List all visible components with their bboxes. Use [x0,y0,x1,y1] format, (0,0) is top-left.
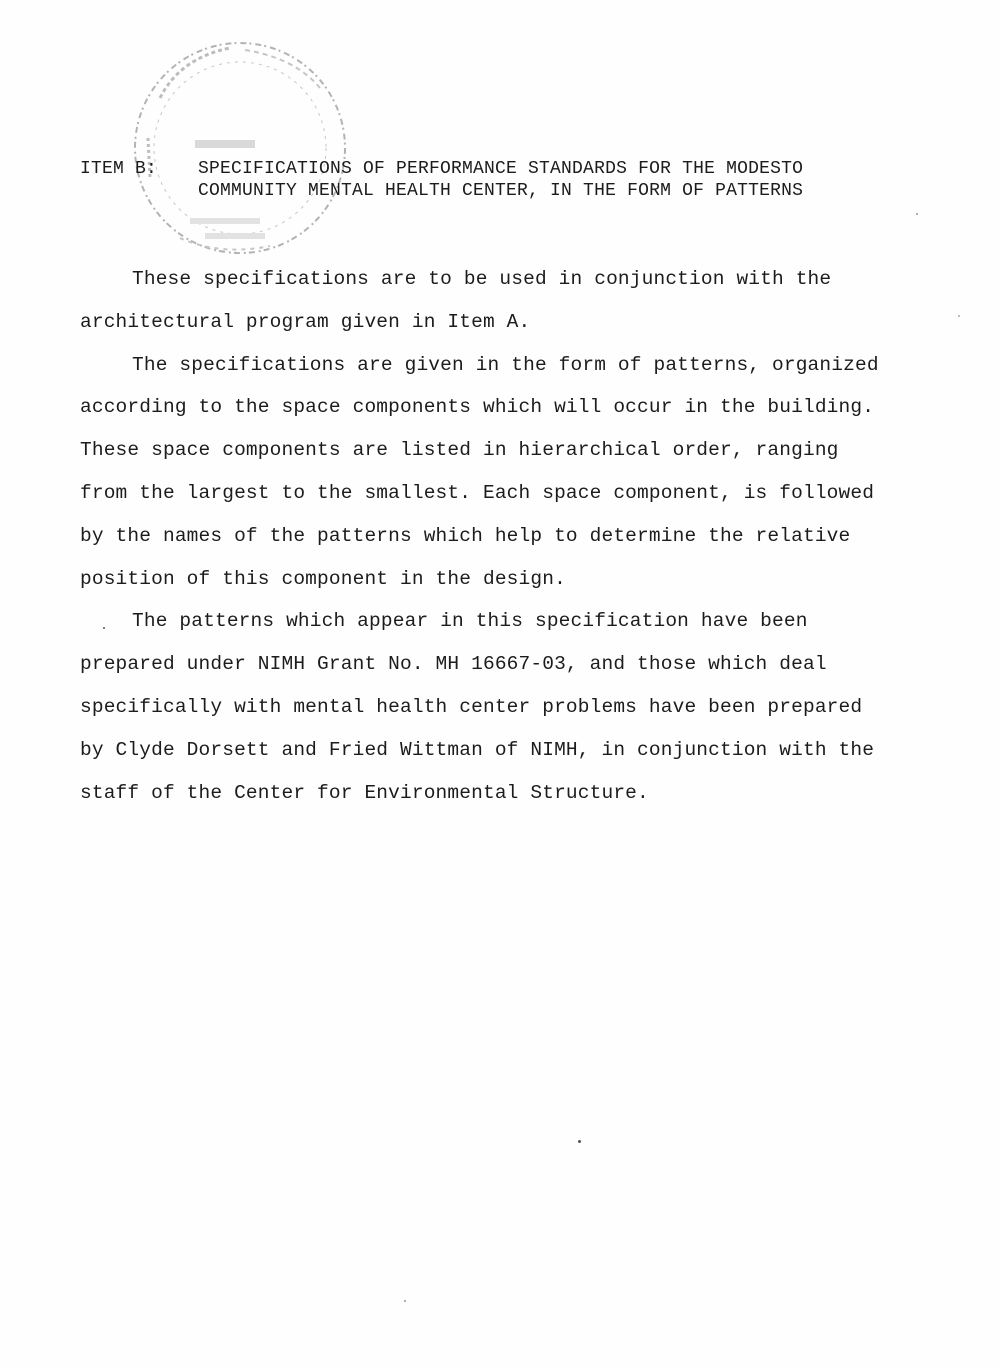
paragraph-3 [80,600,970,814]
paragraph-line: by Clyde Dorsett and Fried Wittman of NIMH, in conjunction with the [80,738,875,761]
paragraph-line: from the largest to the smallest. Each space component, is followed [80,481,875,504]
item-title-line-1: SPECIFICATIONS OF PERFORMANCE STANDARDS FOR THE MODESTO [198,159,804,179]
paragraph-line: The specifications are given in the form of patterns, organized [132,353,879,376]
paragraph-line: These space components are listed in hierarchical order, ranging [80,439,839,462]
paragraph-line: by the names of the patterns which help to determine the relative [80,524,851,547]
paragraph-line: staff of the Center for Environmental Structure. [80,781,649,804]
scan-speck [578,1140,581,1143]
paragraph-line: architectural program given in Item A. [80,310,531,333]
scan-speck [103,627,105,629]
scan-speck [404,1300,406,1302]
scan-speck [916,213,918,215]
paragraph-line: specifically with mental health center problems have been prepared [80,695,863,718]
paragraph-line: according to the space components which will occur in the building. [80,396,875,419]
paragraph-line: These specifications are to be used in conjunction with the [132,268,832,290]
paragraph-2 [80,344,970,601]
paragraph-line: prepared under NIMH Grant No. MH 16667-03, and those which deal [80,653,827,676]
item-label: ITEM B: [80,159,158,179]
paragraph-1 [80,258,970,344]
scan-speck [958,315,960,317]
body-text [80,258,970,814]
paragraph-line: position of this component in the design. [80,567,566,590]
paragraph-line: The patterns which appear in this specification have been [132,610,808,633]
item-title-line-2: COMMUNITY MENTAL HEALTH CENTER, IN THE FORM OF PATTERNS [198,181,804,201]
received-stamp-seal [120,28,360,268]
